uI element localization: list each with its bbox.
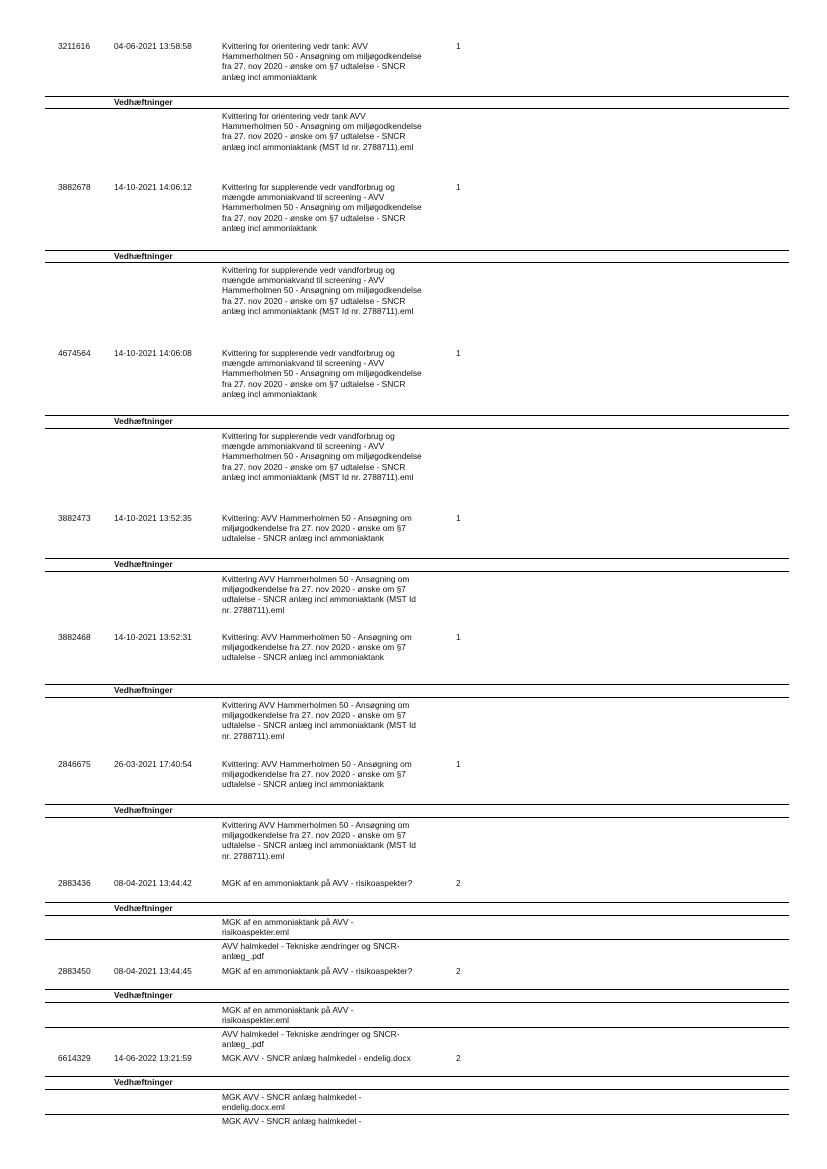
record-id: 4674564 [58,348,91,358]
row-divider [45,571,789,572]
attachment-filename: Kvittering for orientering vedr tank AVV Hammerholmen 50 - Ansøgning om miljøgodkendelse fra 27. nov 2020 - ønske om §7 udtalelse - SNCR anlæg incl ammoniaktank (MST Id nr. 2788711).eml [222,111,422,152]
record-id: 3882678 [58,182,91,192]
attachments-heading: Vedhæftninger [114,903,173,913]
attachment-count: 2 [456,878,461,888]
record-datetime: 08-04-2021 13:44:42 [114,878,192,888]
record-title: MGK AVV - SNCR anlæg halmkedel - endelig.docx [222,1053,411,1063]
attachment-count: 2 [456,966,461,976]
record-title: Kvittering: AVV Hammerholmen 50 - Ansøgning om miljøgodkendelse fra 27. nov 2020 - ønske om §7 udtalelse - SNCR anlæg incl ammoniaktank [222,632,412,663]
record-datetime: 14-10-2021 13:52:35 [114,513,192,523]
record-title: MGK af en ammoniaktank på AVV - risikoaspekter? [222,966,413,976]
attachment-filename: Kvittering for supplerende vedr vandforbrug og mængde ammoniakvand til screening - AVV Hammerholmen 50 - Ansøgning om miljøgodkendelse fra 27. nov 2020 - ønske om §7 udtalelse - SNCR anlæg incl ammoniaktank (MST Id nr. 2788711).eml [222,265,422,316]
attachment-count: 1 [456,513,461,523]
record-datetime: 14-06-2022 13:21:59 [114,1053,192,1063]
row-divider [45,697,789,698]
row-divider [45,108,789,109]
attachment-filename: MGK af en ammoniaktank på AVV - risikoaspekter.eml [222,917,354,938]
attachment-count: 1 [456,348,461,358]
attachment-filename: AVV halmkedel - Tekniske ændringer og SNCR-anlæg_.pdf [222,941,400,962]
record-id: 6614329 [58,1053,91,1063]
attachments-heading: Vedhæftninger [114,805,173,815]
record-datetime: 26-03-2021 17:40:54 [114,759,192,769]
record-id: 3882473 [58,513,91,523]
attachment-count: 1 [456,632,461,642]
row-divider [45,1002,789,1003]
record-datetime: 04-06-2021 13:58:58 [114,41,192,51]
record-id: 2883450 [58,966,91,976]
attachments-heading: Vedhæftninger [114,559,173,569]
row-divider [45,428,789,429]
record-datetime: 14-10-2021 14:06:12 [114,182,192,192]
attachment-count: 1 [456,182,461,192]
row-divider [45,915,789,916]
row-divider [45,1114,789,1115]
record-title: Kvittering: AVV Hammerholmen 50 - Ansøgning om miljøgodkendelse fra 27. nov 2020 - ønske om §7 udtalelse - SNCR anlæg incl ammoniaktank [222,759,412,790]
record-datetime: 08-04-2021 13:44:45 [114,966,192,976]
row-divider [45,1027,789,1028]
attachment-filename: MGK af en ammoniaktank på AVV - risikoaspekter.eml [222,1005,354,1026]
row-divider [45,939,789,940]
attachments-heading: Vedhæftninger [114,990,173,1000]
row-divider [45,262,789,263]
attachment-count: 2 [456,1053,461,1063]
attachment-count: 1 [456,759,461,769]
record-title: Kvittering: AVV Hammerholmen 50 - Ansøgning om miljøgodkendelse fra 27. nov 2020 - ønske om §7 udtalelse - SNCR anlæg incl ammoniaktank [222,513,412,544]
row-divider [45,1089,789,1090]
attachment-filename: AVV halmkedel - Tekniske ændringer og SNCR-anlæg_.pdf [222,1029,400,1050]
record-title: Kvittering for supplerende vedr vandforbrug og mængde ammoniakvand til screening - AVV Hammerholmen 50 - Ansøgning om miljøgodkendelse fra 27. nov 2020 - ønske om §7 udtalelse - SNCR anlæg incl ammoniaktank [222,182,422,233]
record-id: 3211616 [58,41,90,51]
record-datetime: 14-10-2021 14:06:08 [114,348,192,358]
attachment-filename: Kvittering AVV Hammerholmen 50 - Ansøgning om miljøgodkendelse fra 27. nov 2020 - ønske om §7 udtalelse - SNCR anlæg incl ammoniaktank (MST Id nr. 2788711).eml [222,574,416,615]
attachments-heading: Vedhæftninger [114,1077,173,1087]
record-title: Kvittering for supplerende vedr vandforbrug og mængde ammoniakvand til screening - AVV Hammerholmen 50 - Ansøgning om miljøgodkendelse fra 27. nov 2020 - ønske om §7 udtalelse - SNCR anlæg incl ammoniaktank [222,348,422,399]
attachments-heading: Vedhæftninger [114,251,173,261]
attachment-filename: MGK AVV - SNCR anlæg halmkedel - endelig.docx.eml [222,1092,362,1113]
attachment-filename: Kvittering for supplerende vedr vandforbrug og mængde ammoniakvand til screening - AVV Hammerholmen 50 - Ansøgning om miljøgodkendelse fra 27. nov 2020 - ønske om §7 udtalelse - SNCR anlæg incl ammoniaktank (MST Id nr. 2788711).eml [222,431,422,482]
record-id: 2846675 [58,759,91,769]
record-id: 3882468 [58,632,91,642]
row-divider [45,817,789,818]
attachment-filename: Kvittering AVV Hammerholmen 50 - Ansøgning om miljøgodkendelse fra 27. nov 2020 - ønske om §7 udtalelse - SNCR anlæg incl ammoniaktank (MST Id nr. 2788711).eml [222,820,416,861]
attachment-filename: Kvittering AVV Hammerholmen 50 - Ansøgning om miljøgodkendelse fra 27. nov 2020 - ønske om §7 udtalelse - SNCR anlæg incl ammoniaktank (MST Id nr. 2788711).eml [222,700,416,741]
attachments-heading: Vedhæftninger [114,416,173,426]
attachment-count: 1 [456,41,461,51]
record-datetime: 14-10-2021 13:52:31 [114,632,192,642]
attachment-filename: MGK AVV - SNCR anlæg halmkedel - [222,1116,362,1126]
attachments-heading: Vedhæftninger [114,685,173,695]
record-id: 2883436 [58,878,91,888]
record-title: Kvittering for orientering vedr tank: AVV Hammerholmen 50 - Ansøgning om miljøgodkendelse fra 27. nov 2020 - ønske om §7 udtalelse - SNCR anlæg incl ammoniaktank [222,41,422,82]
attachments-heading: Vedhæftninger [114,97,173,107]
record-title: MGK af en ammoniaktank på AVV - risikoaspekter? [222,878,413,888]
